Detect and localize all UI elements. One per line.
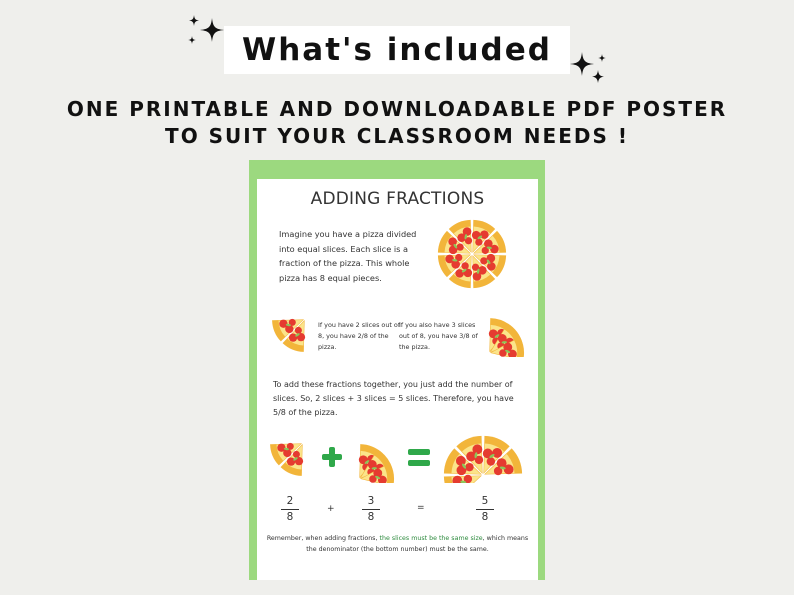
two-slices-equation-icon [267, 439, 307, 479]
fraction-two-eighths: 2 8 [275, 495, 305, 524]
fraction-five-eighths: 5 8 [470, 495, 500, 524]
three-slices-icon [485, 297, 525, 357]
plus-icon[interactable] [321, 446, 343, 468]
title-banner [224, 26, 570, 74]
remember-text: Remember, when adding fractions, the slices must be the same size, which means the denominator (the bottom number) must be the same. [266, 535, 529, 553]
equals-sign: = [417, 503, 425, 513]
intro-text: Imagine you have a pizza divided into equal slices. Each slice is a fraction of the pizza. This whole pizza has 8 equal pieces. [279, 229, 417, 283]
five-slices-slice [444, 475, 482, 483]
two-slices-icon [271, 315, 311, 355]
fraction-three-eighths: 3 8 [356, 495, 386, 524]
subtitle-line-1: ONE PRINTABLE AND DOWNLOADABLE PDF POSTER [66, 97, 728, 121]
explanation-text: To add these fractions together, you just add the number of slices. So, 2 slices + 3 slices = 5 slices. Therefore, you have 5/8 of the pizza. [273, 380, 514, 417]
equals-icon[interactable] [407, 448, 431, 468]
subtitle-line-2: TO SUIT YOUR CLASSROOM NEEDS ! [165, 124, 629, 148]
highlight-text: the slices must be the same size [379, 535, 483, 542]
page-title: What's included [242, 32, 552, 68]
plus-sign: + [327, 504, 335, 514]
three-slices-equation-icon [355, 423, 395, 483]
caption-two-slices: If you have 2 slices out of 8, you have 2/8 of the pizza. [318, 321, 401, 351]
caption-three-slices: If you also have 3 slices out of 8, you have 3/8 of the pizza. [399, 321, 478, 351]
poster-title: ADDING FRACTIONS [310, 189, 485, 209]
poster [257, 179, 538, 580]
sparkle-icon [566, 50, 610, 88]
whole-pizza-icon [435, 217, 509, 291]
five-slices-icon [443, 423, 523, 483]
